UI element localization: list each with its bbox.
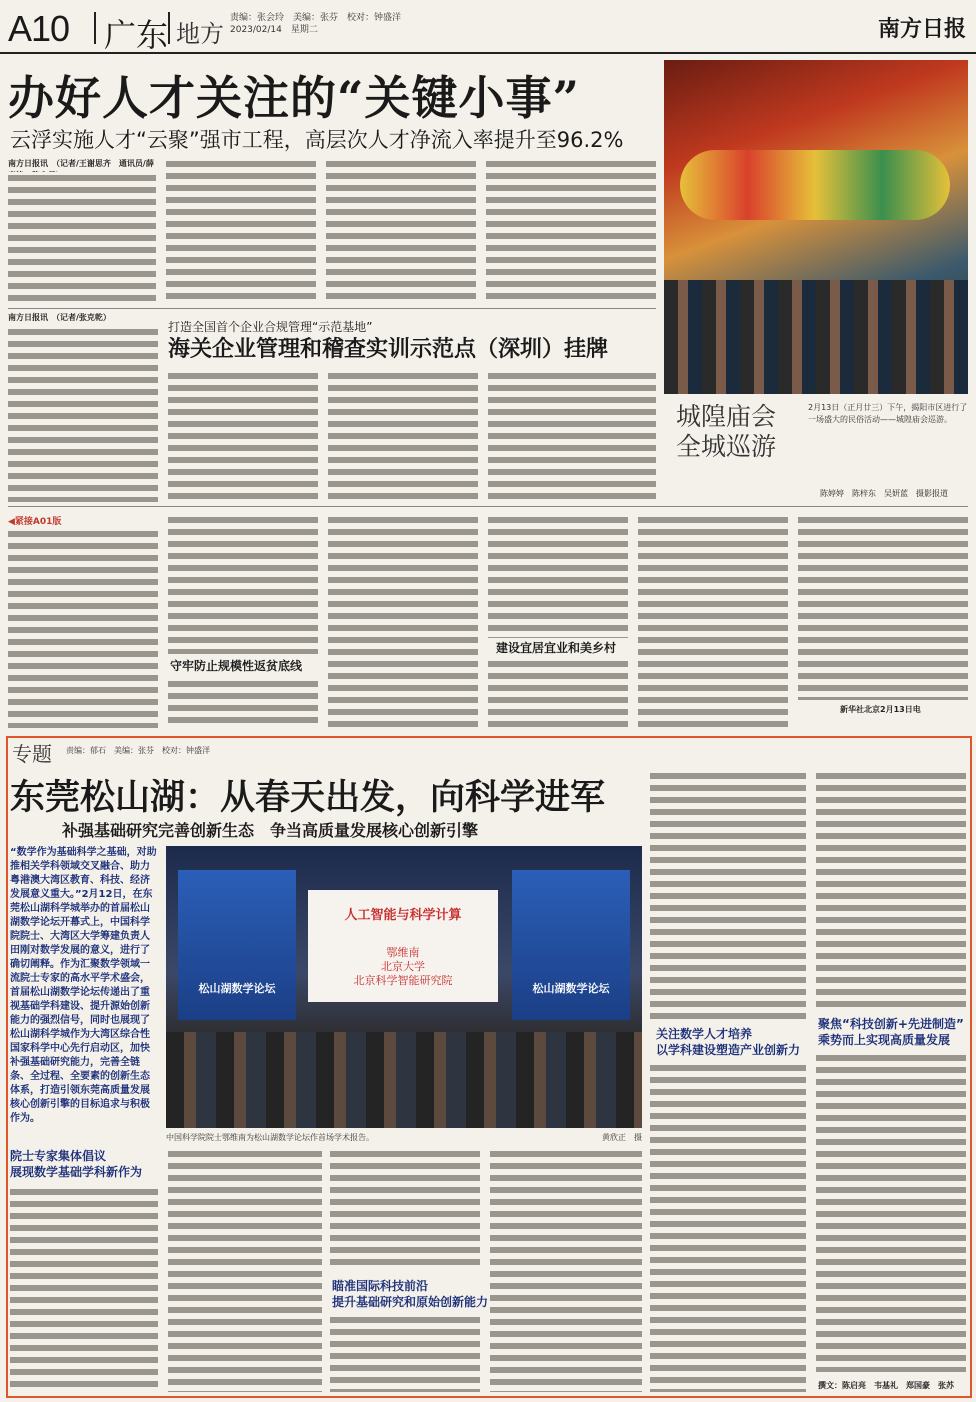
newspaper-logo: 南方日报 [877, 16, 966, 42]
page-number: A10 [8, 8, 70, 49]
photo-caption-text: 2月13日（正月廿三）下午，揭阳市区进行了一场盛大的民俗活动——城隍庙会巡游。 [808, 403, 968, 424]
continued-tag: ◀紧接A01版 [8, 517, 62, 527]
continued-head-a: 守牢防止规模性返贫底线 [170, 659, 303, 673]
feature-section-head-1: 院士专家集体倡议 展现数学基础学科新作为 [10, 1149, 143, 1179]
continued-dateline: 新华社北京2月13日电 [840, 705, 921, 714]
presentation-screen: 人工智能与科学计算 鄂维南 北京大学 北京科学智能研究院 [308, 890, 498, 1002]
feature-col-right [816, 1052, 966, 1372]
feature-meta: 责编：郁石 美编：张芬 校对：钟盛洋 [66, 746, 210, 755]
story2-headline: 海关企业管理和稽查实训示范点（深圳）挂牌 [168, 337, 609, 362]
story2-kicker: 打造全国首个企业合规管理“示范基地” [168, 320, 373, 334]
divider [94, 12, 96, 44]
story2-body-col3 [328, 370, 478, 502]
continued-head-b: 建设宜居宜业和美乡村 [496, 641, 617, 655]
dragon-dance-shape [680, 150, 950, 220]
crowd-shape [664, 280, 968, 394]
continued-col4b [488, 658, 628, 728]
section-name: 广东 [104, 17, 169, 53]
forum-photo [166, 846, 642, 1128]
forum-banner-left: 松山湖数学论坛 [178, 870, 296, 1020]
story2-byline: 南方日报讯 （记者/张克乾） [8, 313, 111, 322]
feature-col-right-top [816, 770, 966, 1010]
audience-shape [166, 1032, 642, 1128]
continued-col6 [798, 514, 968, 700]
subsection-name: 地方 [176, 20, 224, 48]
continued-col3 [328, 514, 478, 728]
story1-headline: 办好人才关注的“关键小事” [8, 71, 580, 125]
story1-body-col4 [486, 158, 656, 304]
continued-col5 [638, 514, 788, 728]
photo-credit: 陈婷婷 陈梓东 吴妍蓝 摄影报道 [820, 489, 948, 498]
feature-col-mid [650, 1062, 806, 1392]
story1-subhead: 云浮实施人才“云聚”强市工程，高层次人才净流入率提升至96.2% [10, 128, 624, 152]
story2-body-col2 [168, 370, 318, 502]
forum-photo-caption: 黄欣正 摄 中国科学院院士鄂维南为松山湖数学论坛作首场学术报告。 [166, 1133, 642, 1142]
rule [8, 308, 656, 309]
story1-body-col1 [8, 172, 156, 304]
divider [168, 12, 170, 44]
continued-col4 [488, 514, 628, 638]
feature-col2 [168, 1148, 322, 1392]
feature-section-head-3: 聚焦“科技创新+先进制造” 乘势而上实现高质量发展 [818, 1017, 964, 1047]
feature-section-head-4: 瞄准国际科技前沿 提升基础研究和原始创新能力 [332, 1279, 489, 1309]
feature-col-mid-top [650, 770, 806, 1020]
story1-byline: 南方日报讯 （记者/王谢思齐 通讯员/薛 [8, 159, 154, 168]
continued-col2 [168, 514, 318, 654]
story1-body-col2 [166, 158, 316, 304]
continued-col1 [8, 528, 158, 728]
photo-caption-title: 城隍庙会 全城巡游 [676, 402, 777, 461]
feature-col1 [10, 1186, 158, 1392]
feature-subhead: 补强基础研究完善创新生态 争当高质量发展核心创新引擎 [62, 821, 479, 840]
continued-col2b [168, 678, 318, 728]
story2-body-col1 [8, 326, 158, 502]
story2-body-col4 [488, 370, 656, 502]
feature-col3 [330, 1314, 480, 1392]
feature-lead: “数学作为基础科学之基础，对助推相关学科领域交叉融合、助力粤港澳大湾区教育、科技、经济发展意义重大。”2月12日，在东莞松山湖科学城举办的首届松山湖数学论坛开幕式上，中国科学院院士、大湾区大学筹建负责人田刚对数学发展的意义，进行了确切阐释。作为汇聚数学领域一流院士专家的高水平学术盛会，首届松山湖数学论坛传递出了重视基础学科建设、提升源始创新能力的强烈信号，同时也展现了松山湖科学城作为大湾区综合性国家科学中心先行启动区，加快补强基础研究能力，完善全链条、全过程、全要素的创新生态体系，打造引领东莞高质量发展核心创新引擎的目标追求与积极作为。 [10, 847, 157, 1124]
feature-byline: 撰文：陈启亮 韦基礼 郑国豪 张苏 [818, 1381, 954, 1390]
story1-body-col3 [326, 158, 476, 304]
feature-section-head-2: 关注数学人才培养 以学科建设塑造产业创新力 [656, 1027, 801, 1057]
feature-col4 [490, 1148, 642, 1392]
feature-col3-top [330, 1148, 480, 1270]
forum-banner-right: 松山湖数学论坛 [512, 870, 630, 1020]
feature-headline: 东莞松山湖：从春天出发，向科学进军 [10, 777, 606, 818]
rule [8, 506, 968, 507]
editor-meta: 责编：张会玲 美编：张芬 校对：钟盛洋 2023/02/14 星期二 [230, 13, 402, 35]
feature-label: 专题 [12, 742, 52, 766]
